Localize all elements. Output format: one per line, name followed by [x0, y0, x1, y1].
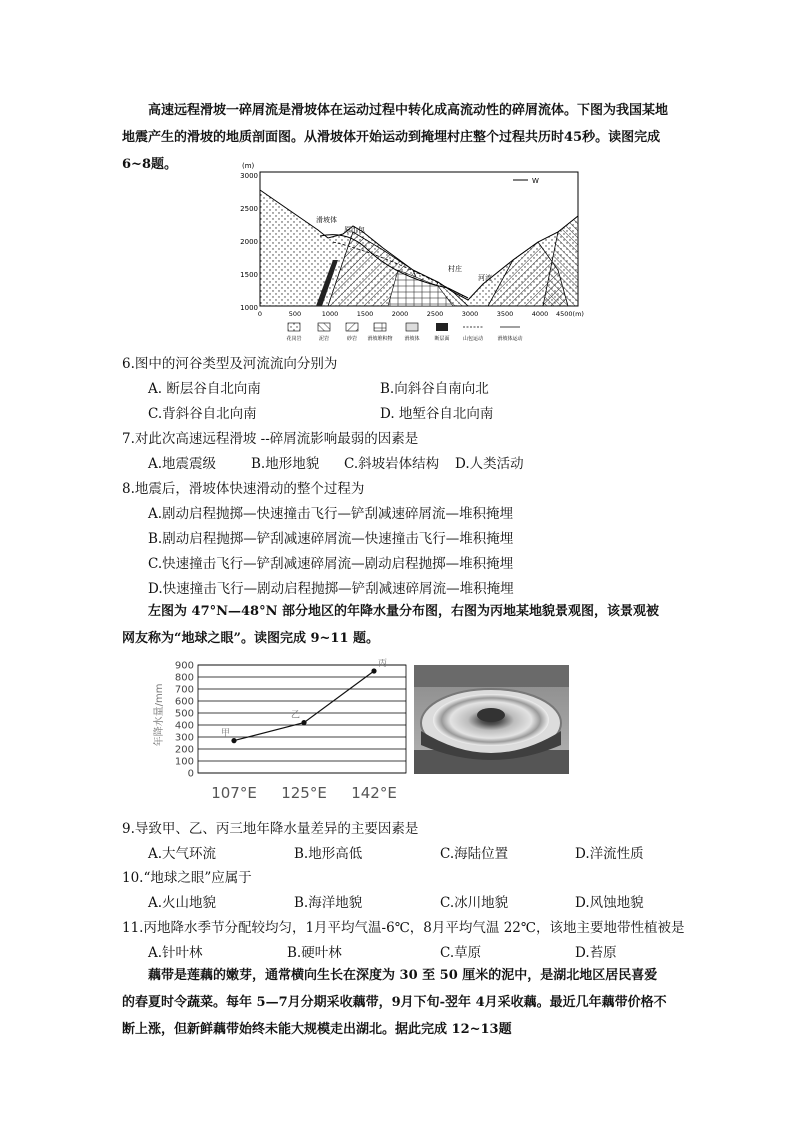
- q11-option-d[interactable]: D.苔原: [575, 945, 617, 961]
- y-tick-label: 700: [174, 684, 194, 696]
- legend-label: 砂岩: [346, 336, 358, 342]
- q8-option-c[interactable]: C.快速撞击飞行—铲刮减速碎屑流—剧动启程抛掷—堆积掩埋: [148, 556, 514, 572]
- data-point: [301, 720, 306, 725]
- village-label: 村庄: [448, 265, 462, 273]
- q7-option-b[interactable]: B.地形地貌: [251, 456, 320, 472]
- legend-label: 泥岩: [318, 336, 330, 342]
- legend-label: 花岗岩: [286, 336, 302, 342]
- q8-option-d[interactable]: D.快速撞击飞行—剧动启程抛掷—铲刮减速碎屑流—堆积掩埋: [148, 581, 514, 597]
- river-label: 河流: [478, 274, 492, 282]
- y-tick-label: 300: [174, 732, 194, 744]
- plot-frame: [198, 665, 406, 773]
- x-tick: 1000: [321, 310, 339, 318]
- legend-label: 滑坡体运动: [497, 336, 523, 342]
- x-tick-label: 125°E: [281, 784, 327, 802]
- question-9-stem: 9.导致甲、乙、丙三地年降水量差异的主要因素是: [122, 821, 419, 837]
- q7-option-d[interactable]: D.人类活动: [455, 456, 524, 472]
- q8-option-a[interactable]: A.剧动启程抛掷—快速撞击飞行—铲刮减速碎屑流—堆积掩埋: [148, 506, 514, 522]
- y-tick: 2500: [240, 205, 258, 213]
- q6-option-b[interactable]: B.向斜谷自南向北: [380, 381, 489, 397]
- question-6-stem: 6.图中的河谷类型及河流流向分别为: [122, 356, 338, 372]
- x-tick-label: 107°E: [211, 784, 257, 802]
- direction-label: W: [532, 177, 539, 185]
- legend-label: 滑坡堆积物: [367, 336, 393, 342]
- question-10-stem: 10.“地球之眼”应属于: [122, 870, 252, 886]
- q10-option-d[interactable]: D.风蚀地貌: [575, 895, 644, 911]
- y-tick-label: 500: [174, 708, 194, 720]
- q10-option-b[interactable]: B.海洋地貌: [294, 895, 363, 911]
- y-tick: 1500: [240, 271, 258, 279]
- x-tick: 3500: [496, 310, 514, 318]
- intro-passage-3: 藕带是莲藕的嫩芽，通常横向生长在深度为 30 至 50 厘米的泥中，是湖北地区居民喜爱的春夏时令蔬菜。每年 5—7月分期采收藕带，9月下旬-翌年 4月采收藕。最近几年藕带价格不断上涨，但新鲜藕带始终未能大规模走出湖北。据此完成 12~13题: [122, 968, 667, 1037]
- legend-label: 滑坡体: [404, 336, 420, 342]
- q9-option-b[interactable]: B.地形高低: [294, 846, 363, 862]
- q9-option-a[interactable]: A.大气环流: [148, 846, 217, 862]
- y-tick-label: 400: [174, 720, 194, 732]
- q7-option-c[interactable]: C.斜坡岩体结构: [344, 456, 440, 472]
- legend-label: 断层面: [434, 336, 450, 342]
- x-tick: 4500(m): [556, 310, 584, 318]
- earth-eye-photo: [414, 665, 569, 778]
- intro-passage-1: 高速远程滑坡一碎屑流是滑坡体在运动过程中转化成高流动性的碎屑流体。下图为我国某地地震产生的滑坡的地质剖面图。从滑坡体开始运动到掩埋村庄整个过程共历时45秒。读图完成 6~8题。: [122, 103, 669, 172]
- q11-option-a[interactable]: A.针叶林: [148, 945, 203, 961]
- q11-option-c[interactable]: C.草原: [440, 945, 482, 961]
- x-tick: 1500: [356, 310, 374, 318]
- y-tick-label: 100: [174, 756, 194, 768]
- intro-passage-2: 左图为 47°N—48°N 部分地区的年降水量分布图，右图为丙地某地貌景观图，该景观被网友称为“地球之眼”。读图完成 9~11 题。: [122, 604, 659, 646]
- original-hill-label: 原山包: [344, 226, 365, 234]
- y-tick-label: 800: [174, 672, 194, 684]
- data-point-label: 甲: [220, 728, 230, 739]
- y-tick-label: 200: [174, 744, 194, 756]
- y-tick: 3000: [240, 172, 258, 180]
- q11-option-b[interactable]: B.硬叶林: [287, 945, 342, 961]
- slide-body-label: 滑坡体: [316, 216, 337, 224]
- q9-option-d[interactable]: D.洋流性质: [575, 846, 644, 862]
- legend-label: 山包运动: [462, 336, 484, 342]
- data-point: [371, 668, 376, 673]
- x-tick: 2500: [426, 310, 444, 318]
- q8-option-b[interactable]: B.剧动启程抛掷—铲刮减速碎屑流—快速撞击飞行—堆积掩埋: [148, 531, 514, 547]
- q7-option-a[interactable]: A.地震震级: [148, 456, 217, 472]
- question-11-stem: 11.丙地降水季节分配较均匀，1月平均气温-6℃，8月平均气温 22℃，该地主要地带性植被是: [122, 920, 685, 936]
- y-tick: 1000: [240, 304, 258, 312]
- x-tick: 2000: [391, 310, 409, 318]
- q6-option-c[interactable]: C.背斜谷自北向南: [148, 406, 257, 422]
- q6-option-a[interactable]: A. 断层谷自北向南: [148, 381, 261, 397]
- q10-option-c[interactable]: C.冰川地貌: [440, 895, 509, 911]
- y-tick: 2000: [240, 238, 258, 246]
- data-point-label: 乙: [290, 710, 300, 721]
- x-tick: 3000: [461, 310, 479, 318]
- question-7-stem: 7.对此次高速远程滑坡 --碎屑流影响最弱的因素是: [122, 431, 419, 447]
- x-tick: 500: [288, 310, 302, 318]
- y-tick-label: 0: [187, 768, 194, 780]
- precipitation-chart: [150, 655, 412, 811]
- y-tick-label: 600: [174, 696, 194, 708]
- question-8-stem: 8.地震后，滑坡体快速滑动的整个过程为: [122, 481, 365, 497]
- data-point-label: 丙: [378, 659, 388, 669]
- geological-profile-figure: [238, 160, 588, 352]
- series-line: [234, 671, 374, 741]
- chart-ylabel: 年降水量/mm: [154, 683, 165, 747]
- q10-option-a[interactable]: A.火山地貌: [148, 895, 217, 911]
- x-tick: 4000: [531, 310, 549, 318]
- data-point: [231, 738, 236, 743]
- x-tick: 0: [257, 310, 263, 318]
- x-tick-label: 142°E: [351, 784, 397, 802]
- q6-option-d[interactable]: D. 地堑谷自北向南: [380, 406, 494, 422]
- y-unit-label: (m): [242, 162, 255, 170]
- y-tick-label: 900: [174, 660, 194, 672]
- q9-option-c[interactable]: C.海陆位置: [440, 846, 509, 862]
